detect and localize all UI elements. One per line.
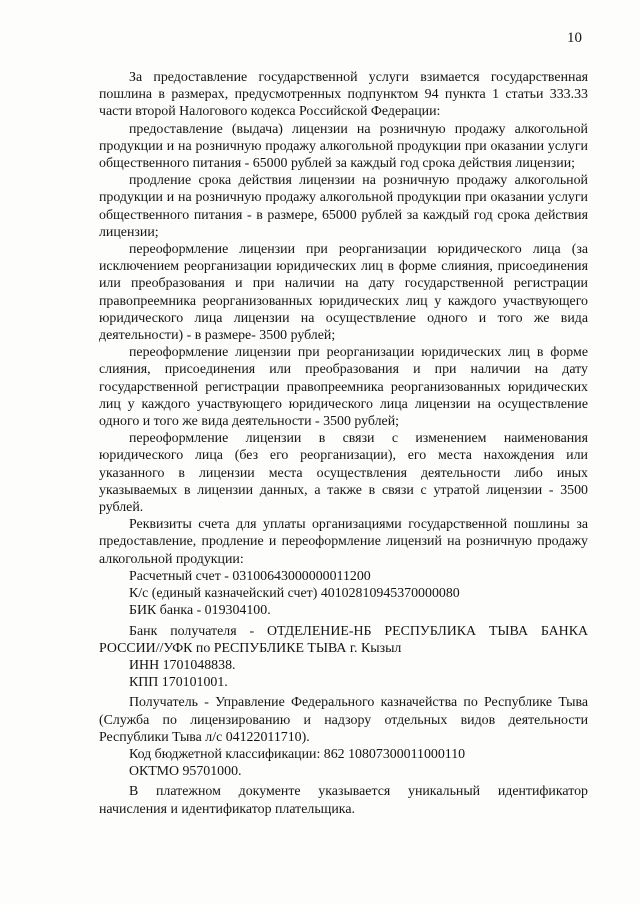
requisite-kbk: Код бюджетной классификации: 862 10807300011000110 <box>129 746 466 762</box>
page-number: 10 <box>567 30 582 46</box>
requisite-inn: ИНН 1701048838. <box>129 657 236 673</box>
paragraph-requisites-intro: Реквизиты счета для уплаты организациями государственной пошлины за предоставление, продление и переоформление лицензий на розничную продажу алкогольной продукции: <box>99 517 588 567</box>
paragraph-fee-intro: За предоставление государственной услуги взимается государственная пошлина в размерах, предусмотренных подпунктом 94 пункта 1 статьи 333.33 части второй Налогового кодекса Российской Федерации: <box>99 70 588 120</box>
document-body <box>99 69 588 818</box>
requisite-recipient: Получатель - Управление Федерального казначейства по Республике Тыва (Служба по лицензированию и надзору отдельных видов деятельности Республики Тыва л/с 04122011710). <box>99 695 588 745</box>
requisite-account: Расчетный счет - 03100643000000011200 <box>129 568 371 584</box>
paragraph-fee-merger: переоформление лицензии при реорганизации юридических лиц в форме слияния, присоединения или преобразования и при наличии на дату государственной регистрации правопреемника реорганизованных юридических лиц у каждого участвующего юридического лица лицензии на осуществление одного и того же вида деятельности - 3500 рублей; <box>99 345 588 430</box>
requisite-bank: Банк получателя - ОТДЕЛЕНИЕ-НБ РЕСПУБЛИКА ТЫВА БАНКА РОССИИ//УФК по РЕСПУБЛИКЕ ТЫВА г. Кызыл <box>99 623 588 656</box>
paragraph-fee-extension: продление срока действия лицензии на розничную продажу алкогольной продукции и на розничную продажу алкогольной продукции при оказании услуги общественного питания - в размере, 65000 рублей за каждый год срока действия лицензии; <box>99 173 588 240</box>
requisite-corr-account: К/с (единый казначейский счет) 40102810945370000080 <box>129 586 460 602</box>
paragraph-fee-issue: предоставление (выдача) лицензии на розничную продажу алкогольной продукции и на розничную продажу алкогольной продукции при оказании услуги общественного питания - 65000 рублей за каждый год срока действия лицензии; <box>99 121 588 172</box>
requisite-oktmo: ОКТМО 95701000. <box>129 764 242 780</box>
requisite-bik: БИК банка - 019304100. <box>129 603 271 619</box>
paragraph-fee-rename: переоформление лицензии в связи с изменением наименования юридического лица (без его реорганизации), его места нахождения или указанного в лицензии места осуществления деятельности либо иных указываемых в лицензии данных, а также в связи с утратой лицензии - 3500 рублей. <box>99 431 588 516</box>
requisite-kpp: КПП 170101001. <box>129 675 228 691</box>
paragraph-fee-reorganization: переоформление лицензии при реорганизации юридического лица (за исключением реорганизации юридических лиц в форме слияния, присоединения или преобразования и при наличии на дату государственной регистрации правопреемника реорганизованных юридических лиц у каждого участвующего юридического лица лицензии на осуществление одного и того же вида деятельности) - в размере- 3500 рублей; <box>99 242 588 344</box>
paragraph-closing: В платежном документе указывается уникальный идентификатор начисления и идентификатор плательщика. <box>99 784 588 817</box>
